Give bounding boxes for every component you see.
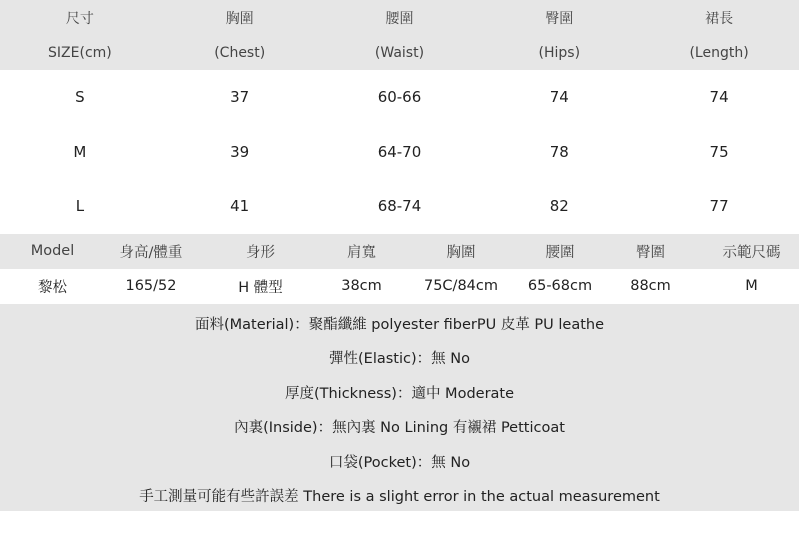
note-material: 面料(Material)：聚酯纖維 polyester fiberPU 皮革 PU leathe xyxy=(194,316,605,333)
size-row-l xyxy=(0,179,799,234)
model-hips: 88cm xyxy=(630,278,671,294)
model-shoulder: 38cm xyxy=(341,278,382,294)
waist-cell: 60-66 xyxy=(377,88,422,107)
header-hips: 臀圍 xyxy=(636,244,665,261)
size-header-zh-row xyxy=(0,0,799,35)
note-pocket: 口袋(Pocket)：無 No xyxy=(328,454,471,471)
length-cell: 74 xyxy=(709,88,729,107)
header-length-zh: 裙長 xyxy=(705,10,734,27)
header-hips-zh: 臀圍 xyxy=(545,10,574,27)
size-cell: M xyxy=(73,142,87,161)
header-chest-zh: 胸圍 xyxy=(225,10,254,27)
waist-cell: 68-74 xyxy=(377,197,422,216)
header-model: Model xyxy=(30,243,75,259)
note-inside: 內裏(Inside)：無內裏 No Lining 有襯裙 Petticoat xyxy=(234,420,565,436)
hips-cell: 78 xyxy=(549,142,569,161)
model-height-weight: 165/52 xyxy=(125,278,177,294)
header-hips-en: (Hips) xyxy=(538,44,581,61)
length-cell: 75 xyxy=(709,142,729,161)
header-waist-en: (Waist) xyxy=(374,44,425,61)
note-thickness: 厚度(Thickness)：適中 Moderate xyxy=(284,385,515,402)
model-table-header xyxy=(0,234,799,269)
model-size: M xyxy=(745,278,758,294)
header-waist-zh: 腰圍 xyxy=(385,10,414,27)
header-height-weight: 身高/體重 xyxy=(119,244,183,261)
note-elastic: 彈性(Elastic)：無 No xyxy=(329,351,470,367)
chest-cell: 41 xyxy=(230,197,250,216)
hips-cell: 74 xyxy=(549,88,569,107)
header-model-size: 示範尺碼 xyxy=(722,244,781,261)
size-row-s xyxy=(0,70,799,125)
model-chest: 75C/84cm xyxy=(423,278,498,294)
hips-cell: 82 xyxy=(549,197,569,216)
size-row-m xyxy=(0,125,799,180)
product-notes xyxy=(0,304,799,511)
header-chest: 胸圍 xyxy=(446,244,476,261)
model-name: 黎松 xyxy=(38,279,67,296)
size-cell: L xyxy=(75,197,85,216)
model-waist: 65-68cm xyxy=(527,278,593,294)
header-waist: 腰圍 xyxy=(545,244,575,261)
header-size-zh: 尺寸 xyxy=(65,10,94,27)
model-table-row xyxy=(0,269,799,304)
chest-cell: 39 xyxy=(230,142,250,161)
header-length-en: (Length) xyxy=(689,44,749,61)
note-measurement-error: 手工測量可能有些許誤差 There is a slight error in the actual measurement xyxy=(139,489,660,505)
header-size-en: SIZE(cm) xyxy=(48,44,112,61)
waist-cell: 64-70 xyxy=(377,142,422,161)
header-body-shape: 身形 xyxy=(246,244,275,261)
size-table-header xyxy=(0,0,799,70)
model-body-shape: H 體型 xyxy=(238,279,283,296)
header-chest-en: (Chest) xyxy=(214,44,266,61)
chest-cell: 37 xyxy=(230,88,250,107)
size-header-en-row xyxy=(0,35,799,70)
header-shoulder: 肩寬 xyxy=(347,244,376,261)
length-cell: 77 xyxy=(709,197,729,216)
size-cell: S xyxy=(75,88,85,107)
